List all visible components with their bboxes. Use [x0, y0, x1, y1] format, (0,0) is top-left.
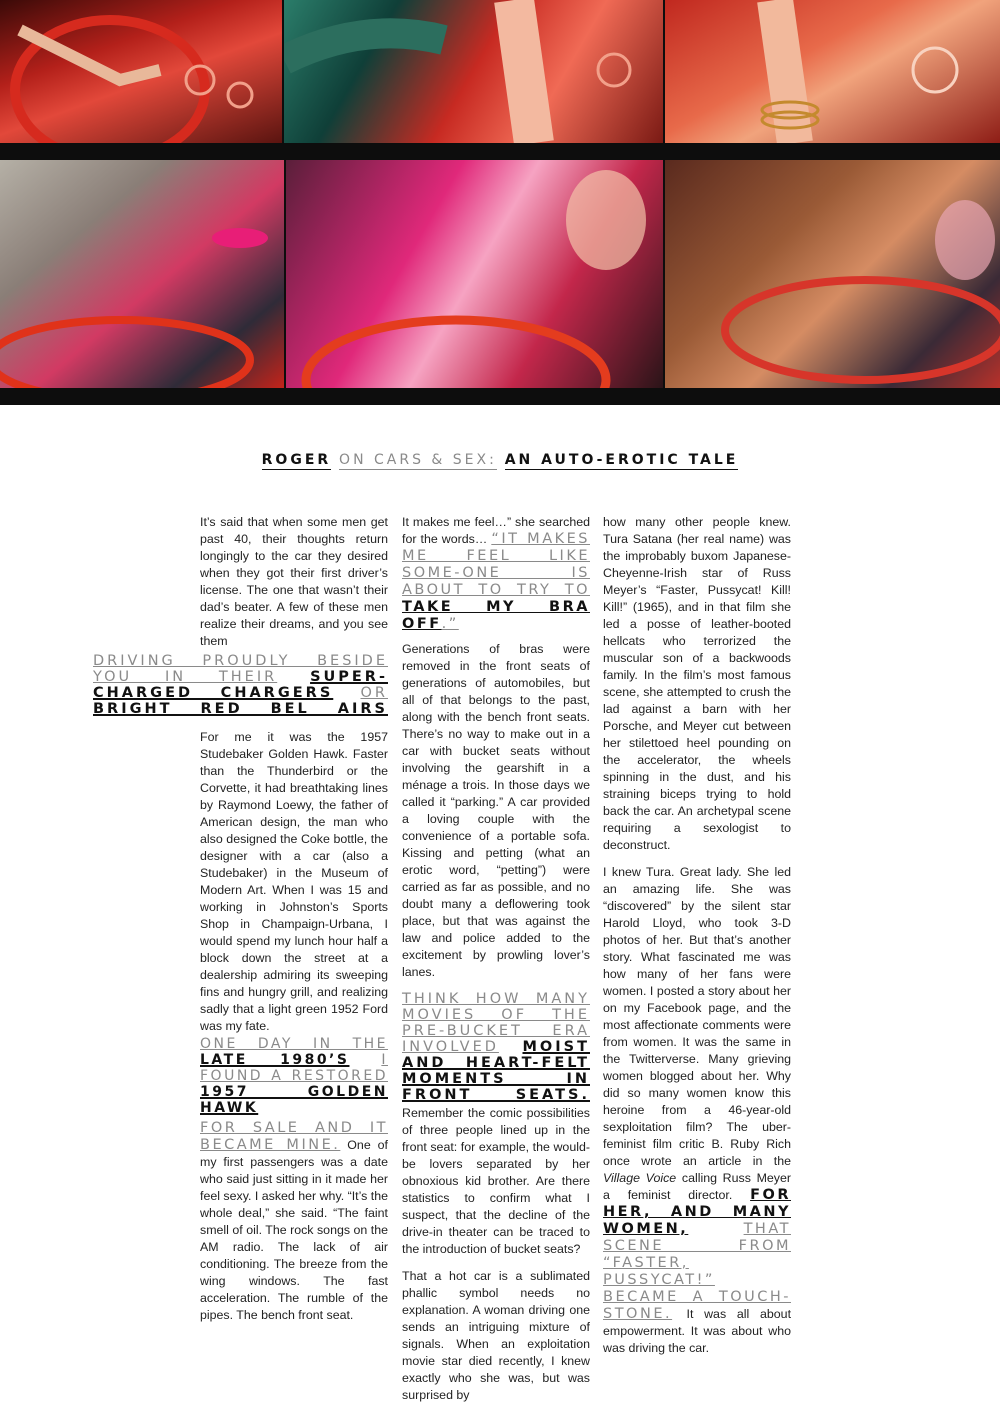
pull-quote-text: FOR SALE AND IT BECAME MINE. [200, 1120, 388, 1153]
pull-quote-bold: 1957 GOLDEN HAWK [200, 1084, 388, 1116]
col1-paragraph-1: It’s said that when some men get past 40, their thoughts return longingly to the car they desired when they got their first driver’s license. The one that wasn’t their dad’s beater. A few of these men realize their dreams, and you see them [200, 515, 388, 648]
headline-on-cars-sex: ON CARS & SEX: [339, 452, 497, 468]
col2-paragraph-3: Remember the comic possibilities of three people lined up in the front seat: for example, the would-be lovers separated by her obnoxious kid brother. Are there statistics to confirm what I suspect, that the decline of the drive-in theater can be traced to the introduction of bucket seats? [402, 1106, 590, 1256]
pull-quote-bold: SUPER-CHARGED CHARGERS [93, 669, 388, 701]
pull-quote-bold: FOR HER, AND MANY WOMEN, [603, 1187, 791, 1237]
publication-name: Village Voice [603, 1171, 677, 1185]
pull-quote-text: ONE DAY IN THE [200, 1036, 388, 1052]
col1-paragraph-2: For me it was the 1957 Studebaker Golden Hawk. Faster than the Thunderbird or the Corvette, it had breathtaking lines by Raymond Loewy, the father of American design, the man who also designed the Coke bottle, the designer with a car (also a Studebaker) in the Museum of Modern Art. When I was 15 and working in Johnston’s Sports Shop in Champaign-Urbana, I would spend my lunch hour half a block down the street at a dealership admiring its sweeping fins and hungry grill, and realizing sadly that a light green 1952 Ford was my fate. [200, 730, 388, 1033]
pull-quote-pre-bucket-era [402, 991, 590, 1103]
photo-woman-face-through-windshield-rain [286, 160, 663, 388]
photo-hands-on-red-steering-wheel [0, 0, 282, 143]
pull-quote-text: DRIVING PROUDLY BESIDE YOU IN THEIR [93, 653, 388, 685]
photo-woman-arm-and-dashboard [284, 0, 663, 143]
col3-paragraph-3: It was all about empowerment. It was about who was driving the car. [603, 1307, 792, 1355]
pull-quote-bold: TAKE MY BRA OFF [402, 599, 590, 632]
col1-paragraph-3 [200, 1120, 388, 1324]
photo-collage [0, 0, 1000, 405]
pull-quote-text: “IT MAKES ME FEEL LIKE SOME-ONE IS ABOUT TO TRY TO [402, 531, 590, 598]
pull-quote-bold: MOIST AND HEART-FELT MOMENTS IN FRONT SEATS. [402, 1039, 590, 1103]
pull-quote-text: OR [360, 685, 388, 701]
headline-roger: ROGER [261, 452, 332, 468]
pull-quote-bold: LATE 1980’S [200, 1052, 350, 1068]
pull-quote-golden-hawk [200, 1036, 388, 1116]
column-1-body [200, 729, 388, 1045]
col1-paragraph-3-text: One of my first passengers was a date who said just sitting in it made her feel sexy. I asked her why. “It’s the whole deal,” she said. “The faint smell of oil. The rock songs on the AM radio. The lack of air conditioning. The breeze from the wing windows. The fast acceleration. The rumble of the pipes. The bench front seat. [200, 1138, 389, 1322]
pull-quote-bold: BRIGHT RED BEL AIRS [93, 701, 388, 717]
article-headline [0, 452, 1000, 468]
column-1-intro [200, 514, 388, 660]
column-1-continued [200, 1036, 388, 1324]
bracelet-graphic [665, 0, 1000, 143]
col3-paragraph-2-text: I knew Tura. Great lady. She led an amazing life. She was “discovered” by the silent star Harold Lloyd, who took 3-D photos of her. But that’s another story. What fascinated me was how many of her fans were women. I posted a story about her on my Facebook page, and the most affectionate comments were from women. It was the same in the Twitterverse. Many grieving women blogged about her. Why did so many women know this heroine from a 46-year-old sexploitation film? The uber-feminist film critic B. Ruby Rich once wrote an article in the [603, 865, 791, 1168]
pull-quote-text: THINK HOW MANY MOVIES OF THE PRE-BUCKET ERA INVOLVED [402, 991, 590, 1055]
pull-quote-text: THAT SCENE FROM “FASTER, PUSSYCAT!” BECAME A TOUCH-STONE. [603, 1221, 791, 1322]
pull-quote-text: .” [441, 616, 459, 632]
pull-quote-text: I FOUND A RESTORED [200, 1052, 388, 1084]
pull-quote-driving-proudly [93, 653, 388, 717]
column-3 [603, 514, 791, 1357]
lips-graphic [0, 160, 284, 388]
photo-arm-with-bracelet-on-wheel [665, 0, 1000, 143]
photo-pink-lips-through-rain [0, 160, 284, 388]
column-2 [402, 514, 590, 1414]
col2-paragraph-4: That a hot car is a sublimated phallic symbol needs no explanation. A woman driving one sends an intriguing mixture of signals. When an exploitation movie star died recently, I knew exactly who she was, but was surprised by [402, 1269, 590, 1402]
col2-paragraph-1 [402, 514, 590, 633]
wet-glass-graphic [665, 160, 1000, 388]
col2-paragraph-1-text: It makes me feel…” she searched for the words… [402, 515, 590, 546]
col3-paragraph-2 [603, 864, 791, 1357]
col3-paragraph-2-text-end: calling Russ Meyer a feminist director. [603, 1171, 792, 1202]
col2-paragraph-2: Generations of bras were removed in the front seats of generations of automobiles, but all of that belongs to the past, along with the bench front seats. There’s no way to make out in a car with bucket seats without involving the gearshift in a ménage a trois. In those days we called it “parking.” A car provided a loving couple with the convenience of a portable sofa. Kissing and petting (what an erotic word, “petting”) were carried as far as possible, and no doubt many a deflowering took place, but that was against the law and police added to the excitement by prowling lover’s lanes. [402, 642, 590, 979]
windshield-graphic [286, 160, 663, 388]
col3-paragraph-1: how many other people knew. Tura Satana (her real name) was the improbably buxom Japanese-Cheyenne-Irish star of Russ Meyer’s “Faster, Pussycat! Kill! Kill!” (1965), and in that film she led a posse of leather-booted hellcats who terrorized the muscular son of a backwoods family. In the film’s most famous scene, she attempted to crush the lad against a barn with her Porsche, and Meyer cut between her stilettoed heel pounding on the accelerator, the wheels spinning in the dust, and his straining biceps trying to hold back the car. An archetypal scene requiring a sexologist to deconstruct. [603, 515, 791, 852]
headline-subtitle: AN AUTO-EROTIC TALE [504, 452, 739, 468]
dashboard-graphic [284, 0, 663, 143]
photo-driver-behind-wet-glass [665, 160, 1000, 388]
steering-wheel-graphic [0, 0, 282, 143]
